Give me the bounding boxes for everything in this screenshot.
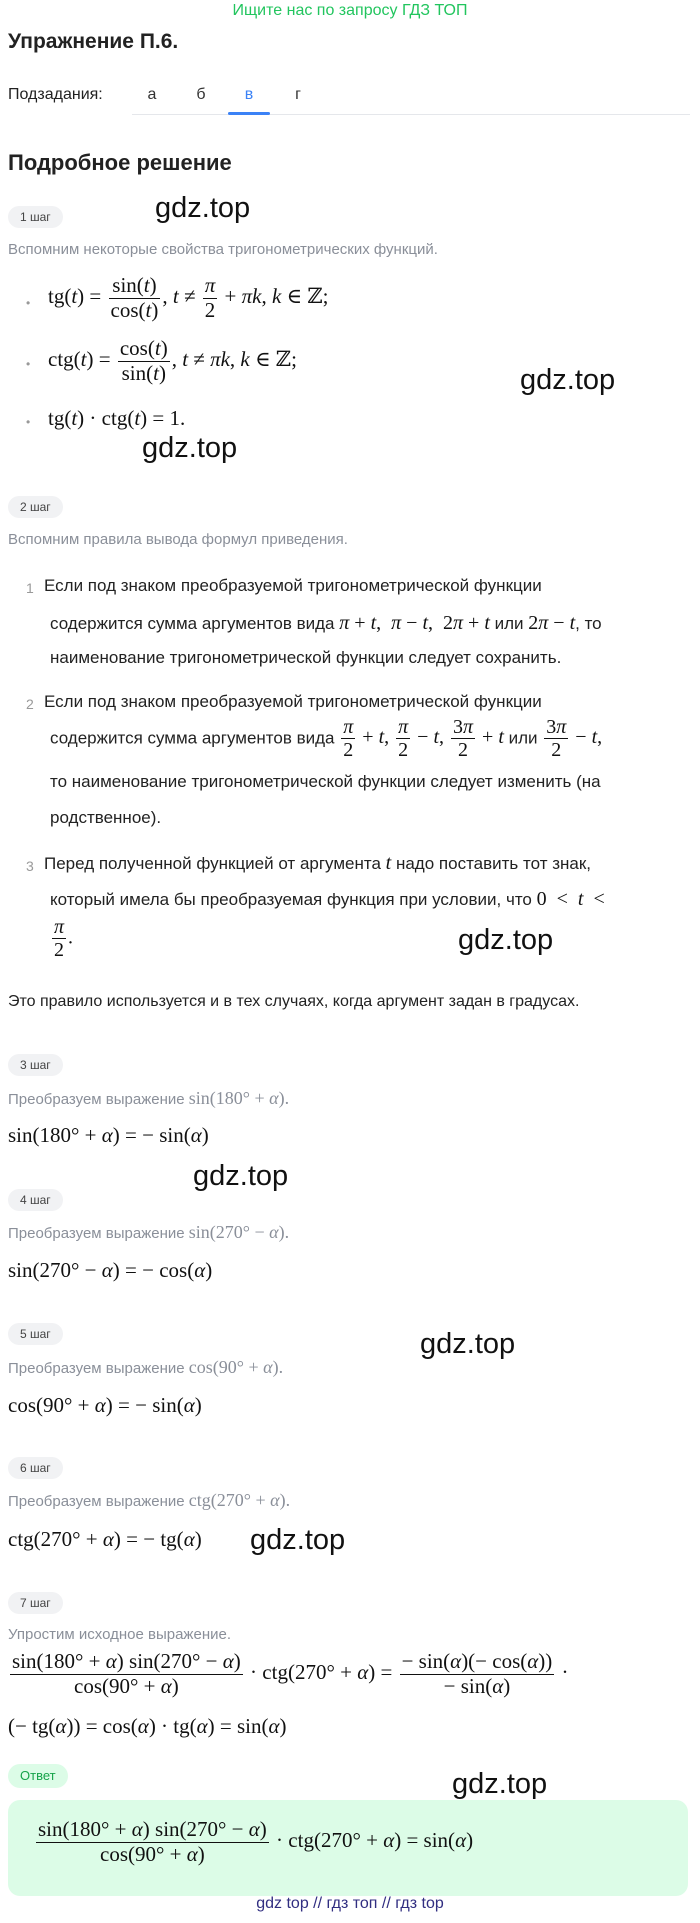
bullet-icon: • [26,296,31,310]
rule-2-line-4: родственное). [50,808,162,827]
formula-tg: tg(t) = $\frac{\sin(t)}{\cos(t)}$ , t ≠ $\frac{\pi}{2}$ + πk, k ∈ ℤ; [48,273,329,322]
watermark: gdz.top [420,1328,516,1360]
tab-b[interactable]: б [196,86,206,103]
step-5-badge: 5 шаг [8,1323,63,1345]
rule-3-line-2: который имела бы преобразуемая функция при условии, что 0 < t < [50,888,605,910]
rule-note: Это правило используется и в тех случаях, когда аргумент задан в градусах. [8,993,580,1010]
formula-ctg: ctg(t) = $\frac{\cos(t)}{\sin(t)}$ , t ≠ πk, k ∈ ℤ; [48,336,297,385]
watermark: gdz.top [193,1160,289,1192]
page-title: Упражнение П.6. [8,30,179,53]
rule-2-line-1: Если под знаком преобразуемой тригонометрической функции [44,692,542,711]
rule-2-line-3: то наименование тригонометрической функции следует изменить (на [50,772,601,791]
step-1-badge: 1 шаг [8,206,63,228]
rule-3-condition: $\frac{\pi}{2}$ . [54,916,74,962]
rule-1-line-1: Если под знаком преобразуемой тригонометрической функции [44,576,542,595]
formula-tg-ctg: tg(t) · ctg(t) = 1. [48,406,186,430]
step-6-text: Преобразуем выражение ctg(270° + α). [8,1490,291,1510]
footer-link-3[interactable]: гдз top [395,1895,444,1912]
footer-separator: // [381,1895,391,1912]
rule-1-line-3: наименование тригонометрической функции следует сохранить. [50,648,562,667]
list-number: 3 [26,858,34,874]
subtasks-label: Подзадания: [8,86,103,103]
step-5-formula: cos(90° + α) = − sin(α) [8,1393,202,1417]
step-6-badge: 6 шаг [8,1457,63,1479]
answer-badge: Ответ [8,1764,68,1788]
step-6-formula: ctg(270° + α) = − tg(α) [8,1527,202,1551]
footer-separator: // [313,1895,323,1912]
watermark: gdz.top [520,364,616,396]
step-3-formula: sin(180° + α) = − sin(α) [8,1123,209,1147]
step-4-text: Преобразуем выражение sin(270° − α). [8,1222,290,1242]
step-7-text: Упростим исходное выражение. [8,1626,231,1643]
rule-3-line-1: Перед полученной функцией от аргумента t надо поставить тот знак, [44,852,591,874]
watermark: gdz.top [142,432,238,464]
step-4-formula: sin(270° − α) = − cos(α) [8,1258,213,1282]
tab-a[interactable]: а [147,86,157,103]
footer-link-1[interactable]: gdz top [256,1895,309,1912]
step-7-formula-line-2: (− tg(α)) = cos(α) · tg(α) = sin(α) [8,1714,287,1738]
active-tab-indicator [228,112,270,115]
step-3-badge: 3 шаг [8,1054,63,1076]
step-7-badge: 7 шаг [8,1592,63,1614]
step-7-formula-line-1: $\frac{\sin(180^\circ + \alpha) \sin(270^\circ - \alpha)}{\cos(90^\circ + \alpha)}$ · ctg(270° + α) = $\frac{- \sin(\alpha)(- \cos(\alpha))}{- \sin(\alpha)}$ · [12,1649,569,1698]
bullet-icon: • [26,357,31,371]
step-2-text: Вспомним правила вывода формул приведения. [8,531,348,548]
solution-title: Подробное решение [8,150,232,175]
bullet-icon: • [26,415,31,429]
footer-links [0,1895,700,1913]
step-3-text: Преобразуем выражение sin(180° + α). [8,1088,290,1108]
footer-link-2[interactable]: гдз топ [326,1895,378,1912]
step-1-text: Вспомним некоторые свойства тригонометрических функций. [8,241,438,258]
watermark: gdz.top [458,924,554,956]
tabs-divider [132,114,690,115]
watermark: gdz.top [250,1524,346,1556]
tab-v[interactable]: в [244,86,254,103]
step-2-badge: 2 шаг [8,496,63,518]
rule-1-line-2: содержится сумма аргументов вида π + t, π − t, 2π + t или 2π − t, то [50,612,602,634]
answer-formula: $\frac{\sin(180^\circ + \alpha) \sin(270^\circ - \alpha)}{\cos(90^\circ + \alpha)}$ · ctg(270° + α) = sin(α) [38,1817,474,1866]
step-5-text: Преобразуем выражение cos(90° + α). [8,1357,284,1377]
rule-2-line-2: содержится сумма аргументов вида $\frac{\pi}{2}$ + t, $\frac{\pi}{2}$ − t, $\frac{3\pi}{2}$ + t или $\frac{3\pi}{2}$ − t, [50,716,603,762]
list-number: 1 [26,580,34,596]
tab-g[interactable]: г [295,86,301,103]
watermark: gdz.top [452,1768,548,1800]
list-number: 2 [26,696,34,712]
promo-banner[interactable]: Ищите нас по запросу ГДЗ ТОП [232,2,468,19]
step-4-badge: 4 шаг [8,1189,63,1211]
watermark: gdz.top [155,192,251,224]
